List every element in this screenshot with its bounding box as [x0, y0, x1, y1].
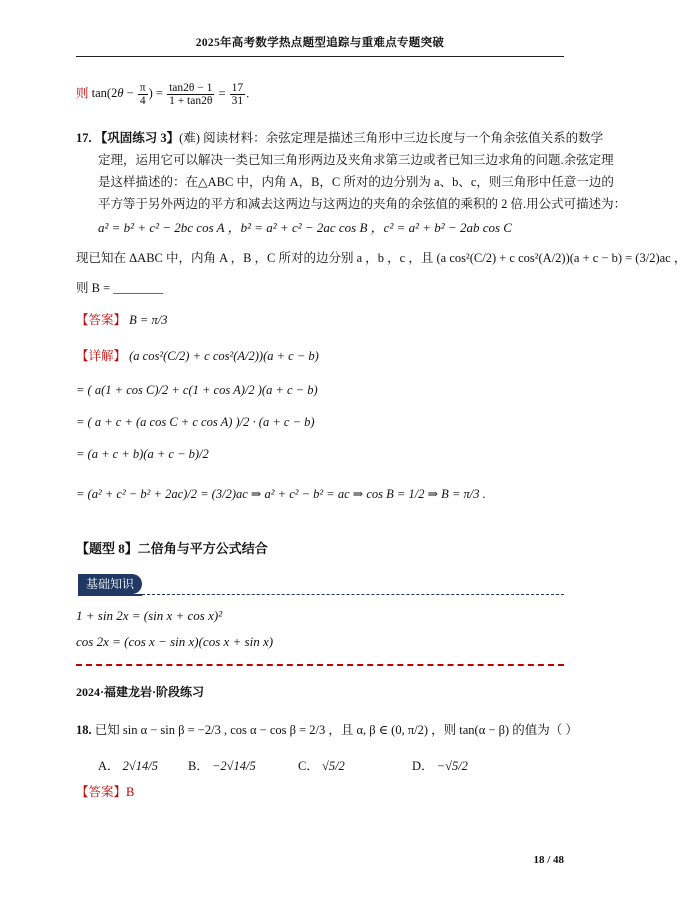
header-rule — [76, 56, 564, 57]
top-prefix: 则 — [76, 86, 89, 101]
problem17-number: 17. — [76, 131, 92, 145]
answer-label: 【答案】 — [76, 313, 127, 327]
top-result-frac: $\frac{17}{31}$ — [231, 82, 244, 107]
problem17-text-1: 定理，运用它可以解决一类已知三角形两边及夹角求第三边或者已知三边求角的问题.余弦定理 — [98, 153, 614, 167]
section-title: 【题型 8】二倍角与平方公式结合 — [76, 541, 268, 556]
tab-dashed-rule — [142, 594, 564, 595]
problem17-text-2: 是这样描述的：在△ABC 中，内角 A，B，C 所对的边分别为 a、b、c，则三角形中任意一边的 — [98, 175, 614, 189]
problem17-tag: 【巩固练习 3】 — [94, 131, 180, 145]
page-number: 18 / 48 — [533, 854, 564, 866]
cosine-law-formula: a² = b² + c² − 2bc cos A ，b² = a² + c² − 2ac cos B ，c² = a² + b² − 2ab cos C — [98, 220, 512, 235]
detail-step-0: 【详解】 (a cos²(C/2) + c cos²(A/2))(a + c − b) — [76, 349, 319, 363]
problem18-number: 18. — [76, 723, 92, 737]
choice-c[interactable]: C． √5/2 — [298, 759, 345, 773]
detail-step-4: = (a² + c² − b² + 2ac)/2 = (3/2)ac ⇒ a² + c² − b² = ac ⇒ cos B = 1/2 ⇒ B = π/3 . — [76, 487, 486, 501]
problem17-answer — [76, 312, 167, 328]
problem17-difficulty: (难) — [179, 131, 200, 145]
top-mid-frac: $\frac{\tan 2\theta - 1}{1 + \tan 2\theta}$ — [169, 82, 213, 107]
given-prefix: 现已知在 ΔABC 中，内角 A ，B ，C 所对的边分别 a ，b ，c ，且 — [76, 251, 434, 265]
choice-b[interactable]: B． −2√14/5 — [188, 759, 256, 773]
given-formula: (a cos²(C/2) + c cos²(A/2))(a + c − b) = (3/2)ac ， — [436, 251, 686, 265]
identity-2: cos 2x = (cos x − sin x)(cos x + sin x) — [76, 634, 274, 649]
problem18-answer: 【答案】B — [76, 785, 135, 799]
detail-step-2: = ( a + c + (a cos C + c cos A) )/2 · (a + c − b) — [76, 415, 315, 429]
choice-a[interactable]: A． 2√14/5 — [98, 759, 158, 773]
detail-step-1: = ( a(1 + cos C)/2 + c(1 + cos A)/2 )(a + c − b) — [76, 383, 318, 397]
problem17-text-3: 平方等于另外两边的平方和减去这两边与这两边的夹角的余弦值的乘积的 2 倍.用公式可描述为： — [98, 197, 627, 211]
problem18-stem — [76, 722, 578, 738]
problem17-line1 — [76, 130, 603, 146]
problem17-given — [76, 250, 686, 266]
problem18-text: 已知 sin α − sin β = −2/3 , cos α − cos β = 2/3 ，且 α, β ∈ (0, π/2) ，则 tan(α − β) 的值为（ ） — [94, 723, 578, 737]
identity-1: 1 + sin 2x = (sin x + cos x)² — [76, 608, 223, 623]
basic-knowledge-tab: 基础知识 — [78, 574, 142, 594]
detail-step-3: = (a + c + b)(a + c − b)/2 — [76, 447, 209, 461]
top-lhs: tan(2θ − $\frac{\pi}{4}$ ) = — [91, 82, 163, 107]
problem-source: 2024·福建龙岩·阶段练习 — [76, 685, 205, 699]
detail-label: 【详解】 — [76, 349, 127, 363]
answer-value: B = π/3 — [129, 313, 168, 327]
problem17-text-0: 阅读材料：余弦定理是描述三角形中三边长度与一个角余弦值关系的数学 — [203, 131, 604, 145]
page-header: 2025年高考数学热点题型追踪与重难点专题突破 — [195, 37, 445, 49]
tab-underline — [78, 594, 142, 596]
problem17-ask: 则 B = ________ — [76, 281, 164, 295]
choice-d[interactable]: D． −√5/2 — [412, 759, 468, 773]
red-dashed-divider — [76, 664, 564, 666]
top-formula: 则 tan(2θ − $\frac{\pi}{4}$ ) = $\frac{\tan 2\theta - 1}{1 + \tan 2\theta}$ = $\frac{17}{31}$ . — [76, 82, 250, 107]
